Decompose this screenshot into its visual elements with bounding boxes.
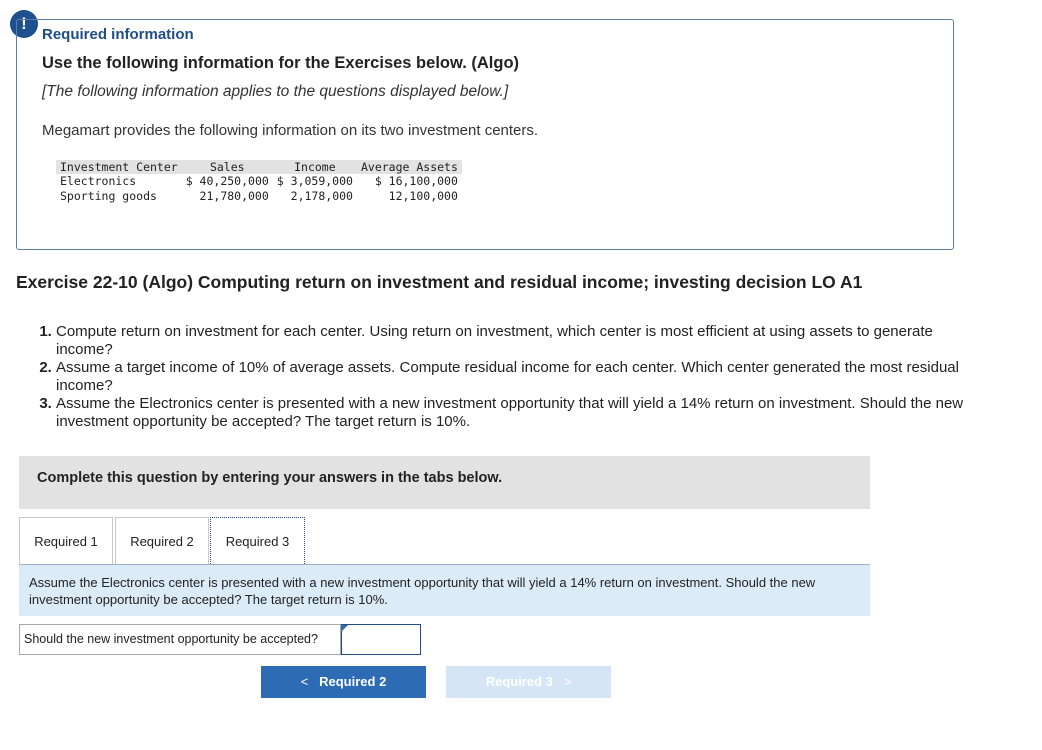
question-list	[28, 323, 976, 431]
complete-question-bar: Complete this question by entering your answers in the tabs below.	[19, 456, 870, 509]
table-row	[56, 174, 462, 189]
tab-instructions: Assume the Electronics center is presented with a new investment opportunity that will yield a 14% return on investment. Should the new investment opportunity be accepted? The target return is 10%.	[19, 565, 870, 616]
table-row	[56, 189, 462, 204]
table-cell: Electronics	[60, 174, 137, 188]
exercise-title: Exercise 22-10 (Algo) Computing return on investment and residual income; investing decision LO A1	[16, 272, 863, 292]
prev-button-label: Required 2	[319, 674, 387, 689]
alert-icon: !	[10, 10, 38, 38]
table-cell: 12,100,000	[388, 189, 458, 203]
table-cell: $ 3,059,000	[276, 174, 353, 188]
applies-note: [The following information applies to the questions displayed below.]	[42, 83, 509, 100]
tab-required-1[interactable]: Required 1	[19, 517, 113, 564]
table-cell: Sporting goods	[60, 189, 157, 203]
investment-center-table	[56, 160, 462, 204]
chevron-left-icon: <	[300, 674, 309, 689]
table-header-row	[56, 160, 462, 174]
next-button-label: Required 3	[485, 674, 553, 689]
question-item: 3. Assume the Electronics center is presented with a new investment opportunity that will yield a 14% return on investment. Should the new investment opportunity be accepted? The target return is 10%.	[56, 395, 976, 431]
input-flag-icon	[341, 625, 348, 632]
table-cell: 2,178,000	[290, 189, 353, 203]
table-cell: $ 16,100,000	[374, 174, 458, 188]
table-cell: 21,780,000	[199, 189, 269, 203]
instruction-heading: Use the following information for the Exercises below. (Algo)	[42, 54, 520, 72]
column-header: Average Assets	[357, 160, 462, 174]
prev-required-2-button[interactable]	[261, 666, 426, 698]
intro-text: Megamart provides the following information on its two investment centers.	[42, 122, 539, 139]
answer-input[interactable]	[341, 624, 421, 655]
answer-question-label: Should the new investment opportunity be accepted?	[19, 624, 341, 655]
question-item: 1. Compute return on investment for each center. Using return on investment, which center is most efficient at using assets to generate income?	[56, 323, 976, 359]
required-information-heading: Required information	[42, 26, 194, 43]
chevron-right-icon: >	[563, 674, 572, 689]
tab-required-3[interactable]: Required 3	[210, 517, 305, 564]
column-header: Sales	[182, 160, 273, 174]
column-header: Investment Center	[56, 160, 182, 174]
tab-required-2[interactable]: Required 2	[115, 517, 209, 564]
column-header: Income	[273, 160, 357, 174]
next-required-3-button[interactable]	[446, 666, 611, 698]
question-item: 2. Assume a target income of 10% of average assets. Compute residual income for each center. Which center generated the most residual income?	[56, 359, 976, 395]
table-cell: $ 40,250,000	[185, 174, 269, 188]
